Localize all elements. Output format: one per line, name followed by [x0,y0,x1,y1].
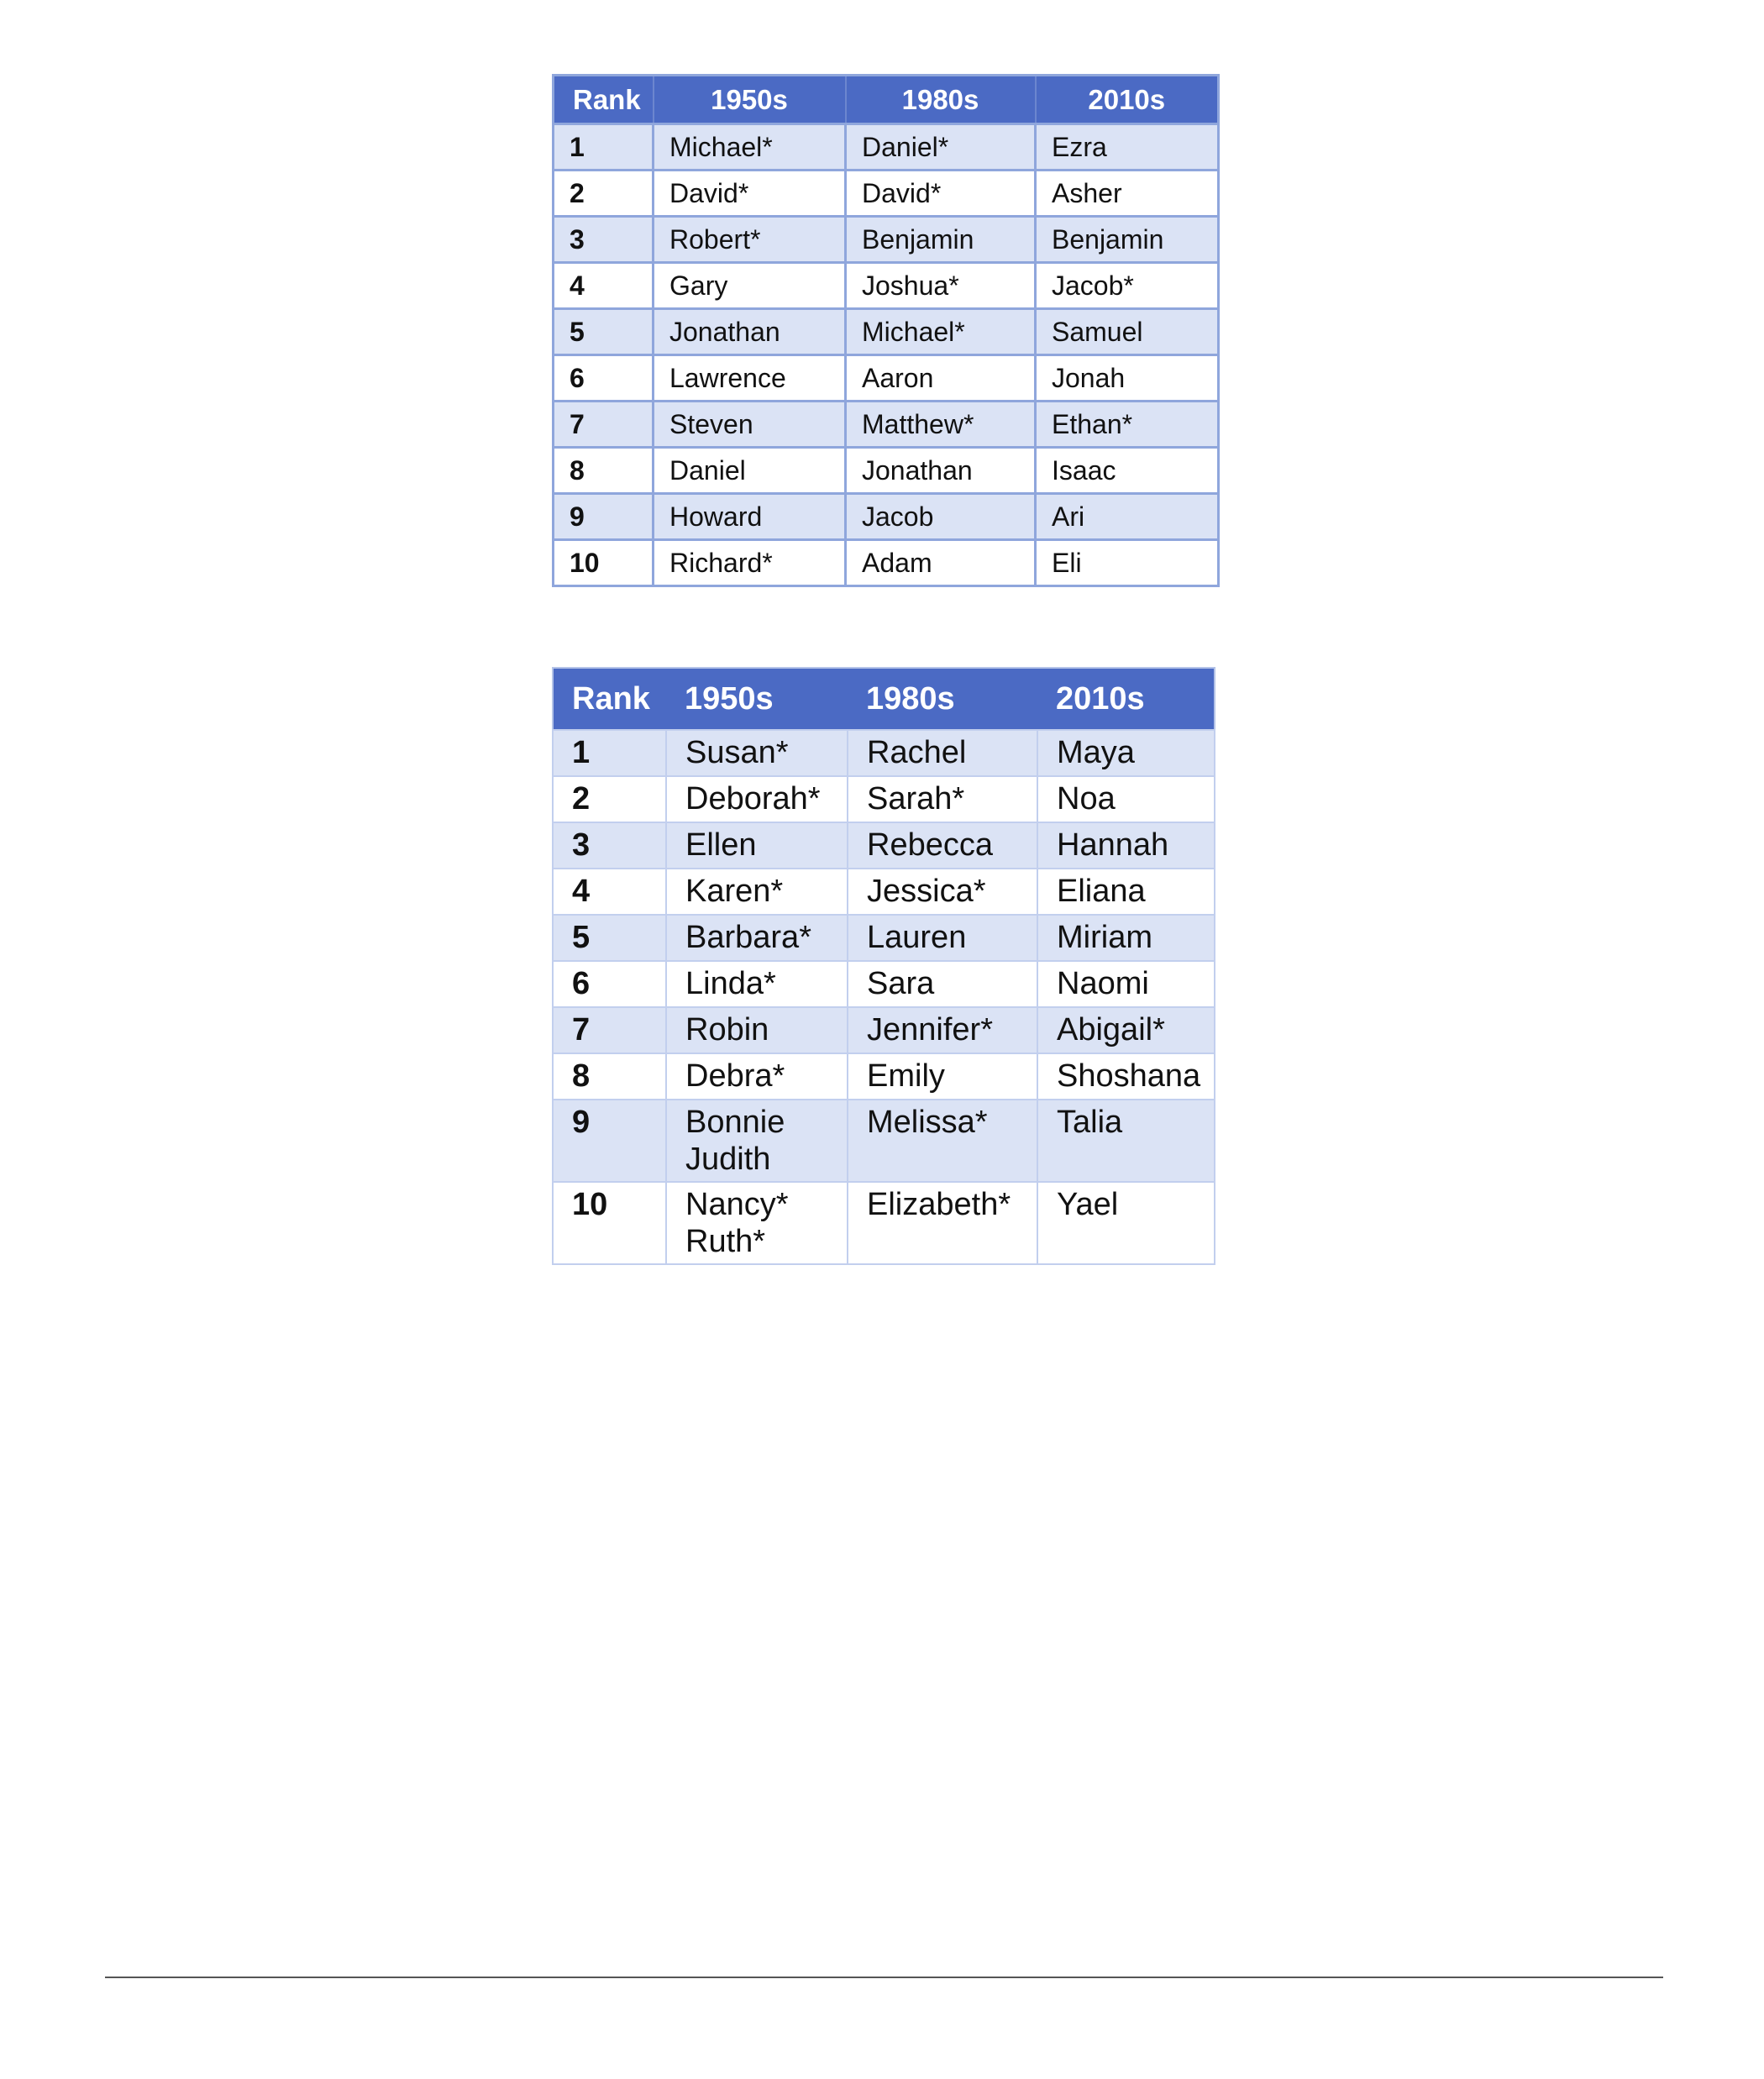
table-row [554,124,1219,171]
1980s-cell: Rebecca [848,822,1037,869]
name-entry: Ruth* [685,1224,766,1259]
2010s-cell: Ari [1036,494,1219,540]
rank-cell: 9 [554,494,654,540]
rank-cell: 2 [554,171,654,217]
rank-cell: 8 [553,1053,666,1100]
1980s-header: 1980s [848,668,1037,730]
2010s-cell: Yael [1037,1182,1215,1264]
1950s-cell: Daniel [654,448,846,494]
1950s-cell [666,1182,848,1264]
rank-cell: 8 [554,448,654,494]
header-row [554,76,1219,124]
table-row [554,263,1219,309]
2010s-cell: Ethan* [1036,402,1219,448]
boys-names-table [552,74,1220,587]
name-entry: Susan* [685,735,789,770]
rank-header: Rank [554,76,654,124]
1950s-cell [666,1053,848,1100]
table-row [554,171,1219,217]
rank-cell: 6 [553,961,666,1007]
1980s-cell: Sarah* [848,776,1037,822]
rank-cell: 1 [554,124,654,171]
name-entry: Karen* [685,874,784,909]
2010s-cell: Shoshana [1037,1053,1215,1100]
1980s-cell: Emily [848,1053,1037,1100]
2010s-cell: Maya [1037,730,1215,776]
1950s-cell: Robert* [654,217,846,263]
1950s-cell [666,1007,848,1053]
1950s-cell [666,730,848,776]
1950s-cell [666,776,848,822]
footer-divider [105,1977,1663,1978]
2010s-cell: Ezra [1036,124,1219,171]
1950s-cell: Steven [654,402,846,448]
1980s-cell: Joshua* [846,263,1036,309]
table-row [554,494,1219,540]
rank-cell: 7 [554,402,654,448]
table-row [554,448,1219,494]
name-entry: Robin [685,1012,769,1047]
table-row [553,869,1215,915]
name-entry: Nancy* [685,1187,789,1222]
rank-cell: 10 [554,540,654,586]
table-row [553,1053,1215,1100]
name-entry: Barbara* [685,920,811,955]
1980s-cell: Daniel* [846,124,1036,171]
1950s-cell: Michael* [654,124,846,171]
name-entry: Deborah* [685,781,821,816]
rank-cell: 7 [553,1007,666,1053]
1980s-cell: Michael* [846,309,1036,355]
1950s-cell: David* [654,171,846,217]
2010s-cell: Abigail* [1037,1007,1215,1053]
table-row [553,776,1215,822]
rank-cell: 2 [553,776,666,822]
rank-cell: 6 [554,355,654,402]
2010s-cell: Jonah [1036,355,1219,402]
rank-cell: 3 [554,217,654,263]
name-entry: Debra* [685,1058,785,1094]
1980s-cell: Melissa* [848,1100,1037,1182]
1950s-cell [666,915,848,961]
1980s-cell: Rachel [848,730,1037,776]
1950s-header: 1950s [666,668,848,730]
name-entry: Linda* [685,966,776,1001]
1980s-cell: Matthew* [846,402,1036,448]
name-entry: Judith [685,1142,771,1177]
2010s-cell: Samuel [1036,309,1219,355]
2010s-cell: Benjamin [1036,217,1219,263]
2010s-cell: Eli [1036,540,1219,586]
table-row [553,1007,1215,1053]
table-row [553,1100,1215,1182]
rank-cell: 5 [553,915,666,961]
2010s-cell: Asher [1036,171,1219,217]
1980s-cell: Jessica* [848,869,1037,915]
rank-cell: 4 [553,869,666,915]
1950s-cell [666,961,848,1007]
1980s-cell: Lauren [848,915,1037,961]
rank-cell: 5 [554,309,654,355]
table-row [553,915,1215,961]
1950s-cell [666,869,848,915]
2010s-cell: Isaac [1036,448,1219,494]
2010s-cell: Jacob* [1036,263,1219,309]
girls-names-table [552,667,1215,1265]
2010s-cell: Naomi [1037,961,1215,1007]
2010s-cell: Talia [1037,1100,1215,1182]
1980s-cell: Jennifer* [848,1007,1037,1053]
table-row [554,217,1219,263]
1950s-cell [666,1100,848,1182]
table-row [554,540,1219,586]
rank-cell: 1 [553,730,666,776]
1980s-cell: Adam [846,540,1036,586]
1980s-cell: Sara [848,961,1037,1007]
2010s-cell: Miriam [1037,915,1215,961]
table-row [553,961,1215,1007]
name-entry: Bonnie [685,1105,785,1140]
table-row [553,822,1215,869]
1980s-cell: Benjamin [846,217,1036,263]
1950s-cell: Howard [654,494,846,540]
1950s-cell: Lawrence [654,355,846,402]
rank-cell: 10 [553,1182,666,1264]
table-row [553,1182,1215,1264]
2010s-header: 2010s [1036,76,1219,124]
1950s-cell: Gary [654,263,846,309]
1980s-cell: Jonathan [846,448,1036,494]
1950s-cell: Richard* [654,540,846,586]
1950s-cell [666,822,848,869]
2010s-cell: Noa [1037,776,1215,822]
1980s-cell: Elizabeth* [848,1182,1037,1264]
rank-cell: 4 [554,263,654,309]
1980s-header: 1980s [846,76,1036,124]
2010s-cell: Eliana [1037,869,1215,915]
rank-cell: 3 [553,822,666,869]
2010s-header: 2010s [1037,668,1215,730]
table-row [554,309,1219,355]
name-entry: Ellen [685,827,757,863]
table-row [553,730,1215,776]
1950s-cell: Jonathan [654,309,846,355]
1950s-header: 1950s [654,76,846,124]
1980s-cell: Jacob [846,494,1036,540]
1980s-cell: Aaron [846,355,1036,402]
rank-cell: 9 [553,1100,666,1182]
table-row [554,402,1219,448]
header-row [553,668,1215,730]
rank-header: Rank [553,668,666,730]
1980s-cell: David* [846,171,1036,217]
table-row [554,355,1219,402]
2010s-cell: Hannah [1037,822,1215,869]
